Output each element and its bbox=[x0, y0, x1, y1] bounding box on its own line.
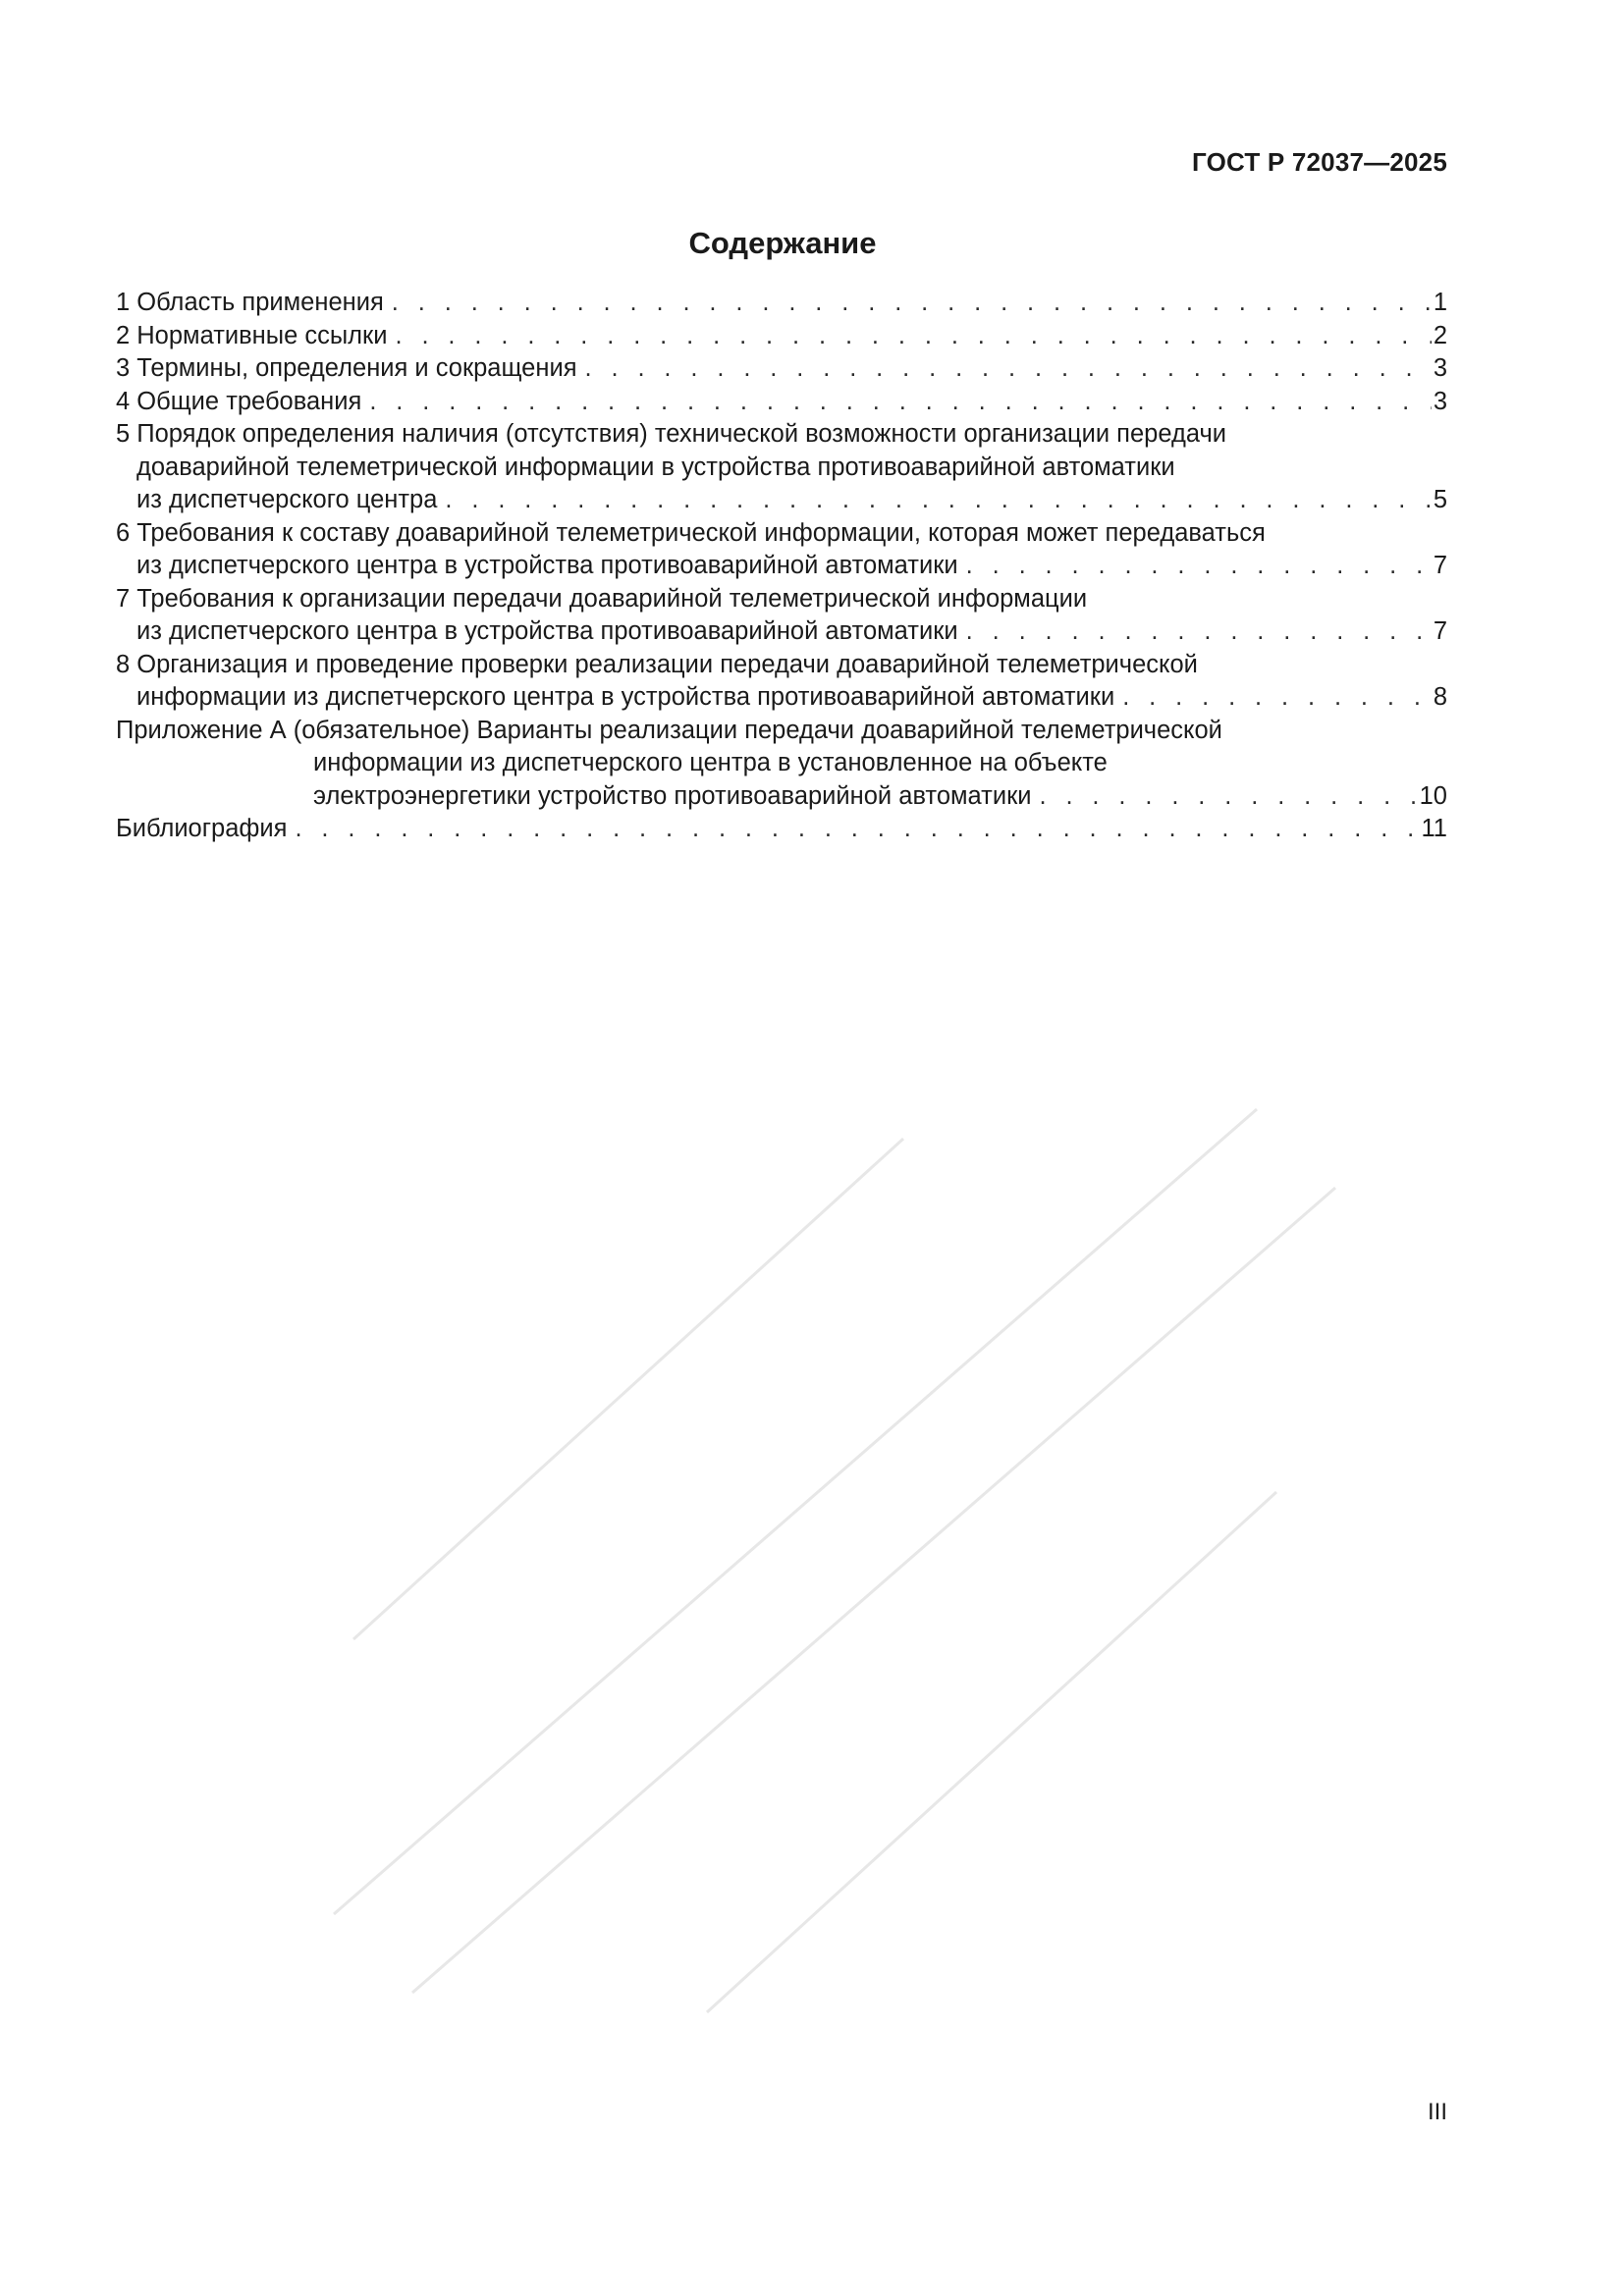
toc-page-number: 3 bbox=[1433, 354, 1447, 382]
toc-page-number: 3 bbox=[1433, 387, 1447, 415]
toc-entry-appendix-a[interactable] bbox=[116, 715, 1447, 814]
toc-page-number: 8 bbox=[1433, 683, 1447, 711]
dot-leader bbox=[966, 550, 1432, 583]
toc-entry-text: 4 Общие требования bbox=[116, 387, 362, 415]
document-code: ГОСТ Р 72037—2025 bbox=[1192, 147, 1447, 177]
toc-entry-text-continued: доаварийной телеметрической информации в устройства противоаварийной автоматики bbox=[136, 453, 1175, 481]
toc-entry-8[interactable] bbox=[116, 649, 1447, 715]
toc-entry-text: Библиография bbox=[116, 815, 288, 842]
toc-page-number: 5 bbox=[1433, 486, 1447, 513]
toc-entry-text: 1 Область применения bbox=[116, 289, 384, 316]
page-number: III bbox=[1427, 2099, 1447, 2125]
toc-page-number: 1 bbox=[1433, 289, 1447, 316]
dot-leader bbox=[966, 615, 1432, 649]
dot-leader bbox=[395, 320, 1431, 353]
toc-entry-6[interactable] bbox=[116, 517, 1447, 583]
toc-page-number: 7 bbox=[1433, 552, 1447, 579]
toc-entry-1[interactable] bbox=[116, 287, 1447, 320]
dot-leader bbox=[445, 484, 1431, 517]
toc-entry-text-continued: электроэнергетики устройство противоаварийной автоматики bbox=[313, 781, 1032, 810]
toc-entry-text: 3 Термины, определения и сокращения bbox=[116, 354, 577, 382]
dot-leader bbox=[392, 287, 1432, 320]
toc-entry-text: 5 Порядок определения наличия (отсутствия) технической возможности организации передачи bbox=[116, 420, 1226, 448]
toc-entry-text-continued: из диспетчерского центра в устройства противоаварийной автоматики bbox=[136, 552, 958, 579]
toc-entry-text-continued: информации из диспетчерского центра в установленное на объекте bbox=[313, 749, 1108, 776]
dot-leader bbox=[1122, 681, 1432, 715]
toc-entry-text: 2 Нормативные ссылки bbox=[116, 321, 388, 349]
toc-entry-text: 6 Требования к составу доаварийной телеметрической информации, которая может передаваться bbox=[116, 518, 1266, 547]
toc-entry-text: Приложение А (обязательное) Варианты реализации передачи доаварийной телеметрической bbox=[116, 716, 1222, 744]
toc-entry-5[interactable] bbox=[116, 418, 1447, 517]
toc-entry-4[interactable] bbox=[116, 386, 1447, 419]
toc-page-number: 7 bbox=[1433, 617, 1447, 645]
toc-entry-text: 7 Требования к организации передачи доаварийной телеметрической информации bbox=[116, 584, 1088, 613]
table-of-contents bbox=[116, 287, 1447, 846]
toc-page-number: 10 bbox=[1419, 781, 1447, 810]
dot-leader bbox=[585, 352, 1432, 386]
toc-entry-2[interactable] bbox=[116, 320, 1447, 353]
toc-entry-text-continued: информации из диспетчерского центра в устройства противоаварийной автоматики bbox=[136, 683, 1115, 711]
dot-leader bbox=[295, 813, 1419, 846]
toc-title: Содержание bbox=[688, 226, 877, 260]
toc-entry-7[interactable] bbox=[116, 583, 1447, 649]
watermark-stamp bbox=[295, 1031, 1375, 2061]
dot-leader bbox=[1039, 780, 1417, 814]
toc-entry-text: 8 Организация и проведение проверки реализации передачи доаварийной телеметрической bbox=[116, 650, 1198, 678]
dot-leader bbox=[369, 386, 1431, 419]
toc-page-number: 11 bbox=[1421, 815, 1447, 842]
toc-entry-bibliography[interactable] bbox=[116, 813, 1447, 846]
toc-entry-text-continued: из диспетчерского центра в устройства противоаварийной автоматики bbox=[136, 617, 958, 645]
toc-entry-3[interactable] bbox=[116, 352, 1447, 386]
toc-page-number: 2 bbox=[1433, 321, 1447, 349]
toc-entry-text-continued: из диспетчерского центра bbox=[136, 486, 438, 513]
